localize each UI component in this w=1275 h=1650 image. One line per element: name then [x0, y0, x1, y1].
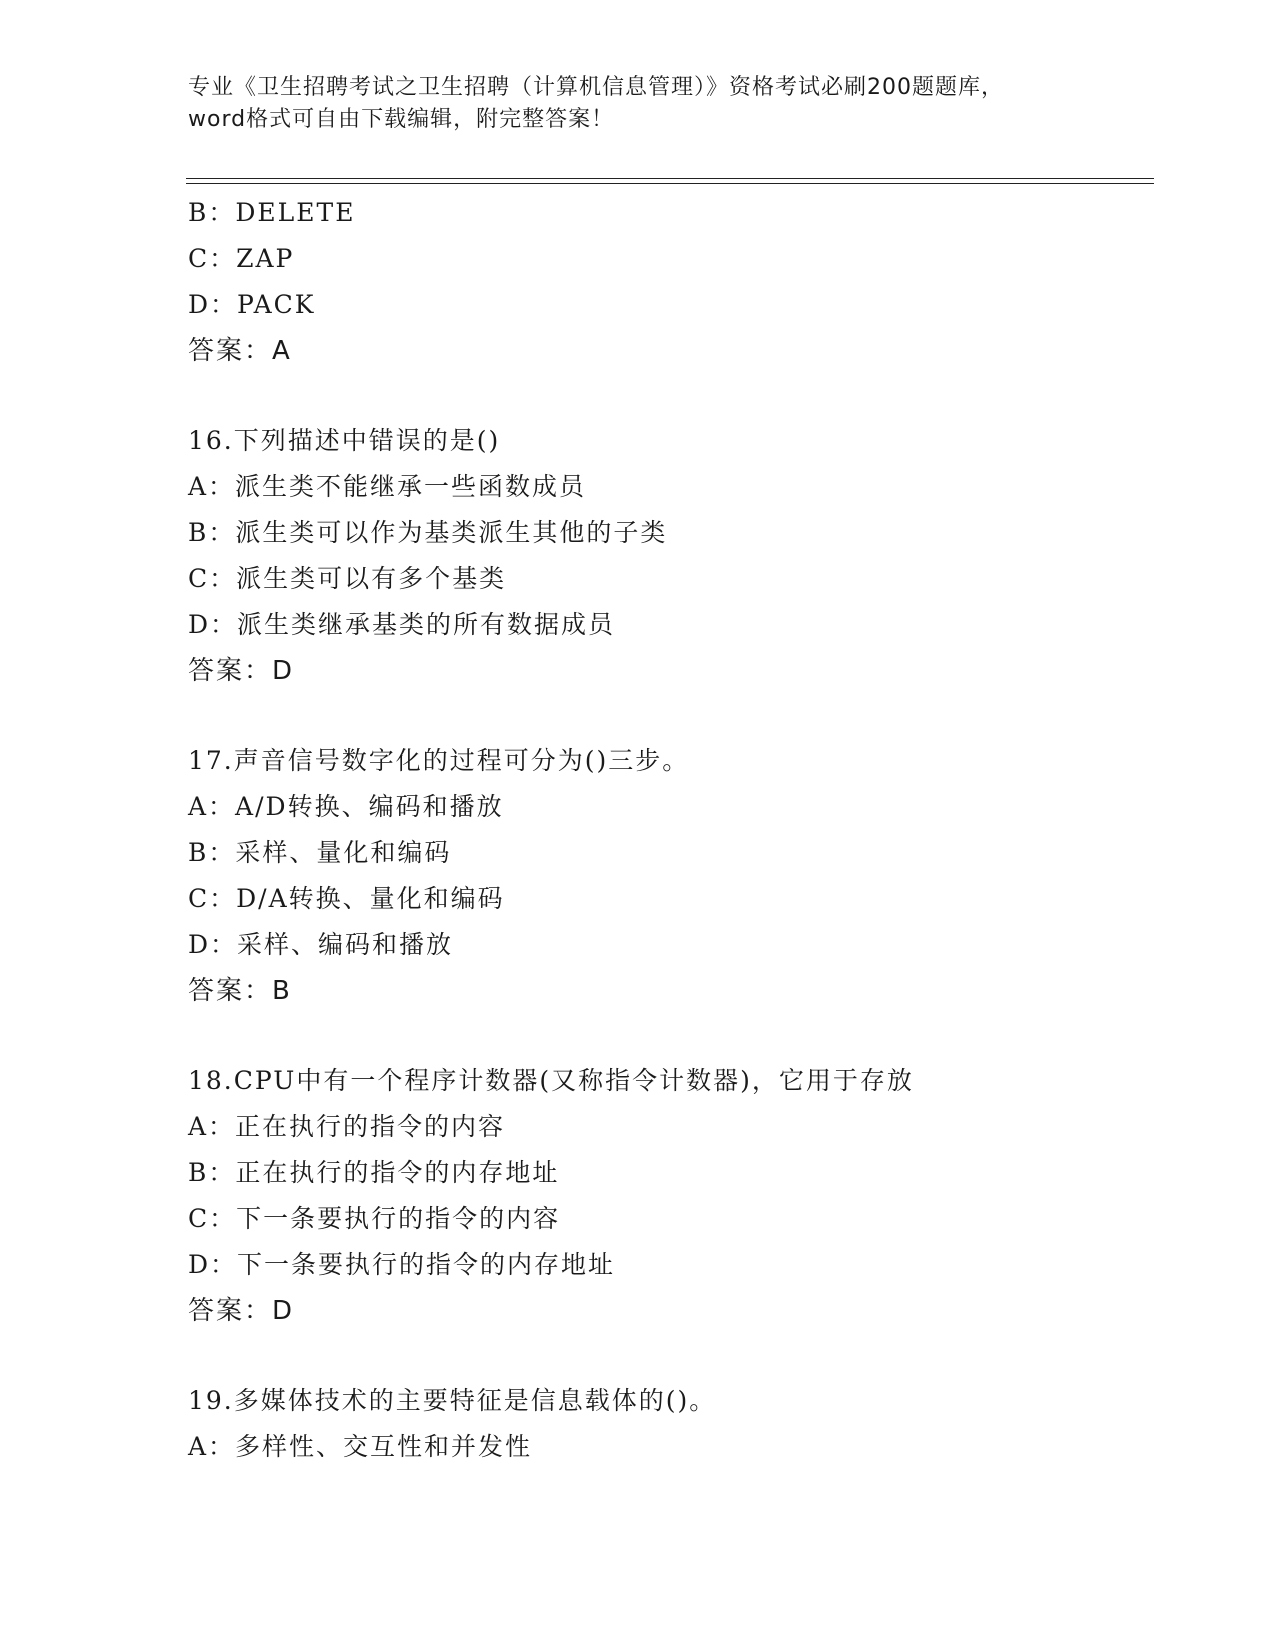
option-d: D：下一条要执行的指令的内存地址	[188, 1250, 616, 1279]
option-c: C：派生类可以有多个基类	[188, 564, 507, 593]
answer-line: 答案：D	[188, 656, 295, 686]
answer-line: 答案：A	[188, 336, 292, 366]
question-stem: 16.下列描述中错误的是()	[188, 426, 501, 455]
option-b: B：正在执行的指令的内存地址	[188, 1158, 560, 1187]
option-a: A：派生类不能继承一些函数成员	[188, 472, 587, 501]
option-a: A：正在执行的指令的内容	[188, 1112, 506, 1141]
question-stem: 17.声音信号数字化的过程可分为()三步。	[188, 746, 690, 775]
header-divider-bottom	[186, 183, 1154, 184]
option-b: B：派生类可以作为基类派生其他的子类	[188, 518, 668, 547]
option-a: A：A/D转换、编码和播放	[188, 792, 504, 821]
option-c: C：ZAP	[188, 244, 295, 273]
option-d: D：采样、编码和播放	[188, 930, 454, 959]
question-16	[188, 418, 1148, 694]
document-header	[188, 72, 1088, 136]
option-b: B：采样、量化和编码	[188, 838, 452, 867]
option-d: D：派生类继承基类的所有数据成员	[188, 610, 616, 639]
header-title-line-2: word格式可自由下载编辑，附完整答案！	[188, 107, 615, 132]
option-a: A：多样性、交互性和并发性	[188, 1432, 533, 1461]
question-stem: 18.CPU中有一个程序计数器(又称指令计数器)，它用于存放	[188, 1066, 914, 1095]
option-c: C：下一条要执行的指令的内容	[188, 1204, 561, 1233]
answer-line: 答案：B	[188, 976, 292, 1006]
option-d: D：PACK	[188, 290, 316, 319]
question-list	[188, 190, 1148, 1470]
question-19	[188, 1378, 1148, 1470]
option-b: B：DELETE	[188, 198, 356, 227]
header-title-line-1: 专业《卫生招聘考试之卫生招聘（计算机信息管理）》资格考试必刷200题题库，	[188, 75, 1004, 100]
question-15-fragment	[188, 190, 1148, 374]
question-18	[188, 1058, 1148, 1334]
question-stem: 19.多媒体技术的主要特征是信息载体的()。	[188, 1386, 717, 1415]
option-c: C：D/A转换、量化和编码	[188, 884, 505, 913]
header-divider-top	[186, 178, 1154, 179]
question-17	[188, 738, 1148, 1014]
answer-line: 答案：D	[188, 1296, 295, 1326]
